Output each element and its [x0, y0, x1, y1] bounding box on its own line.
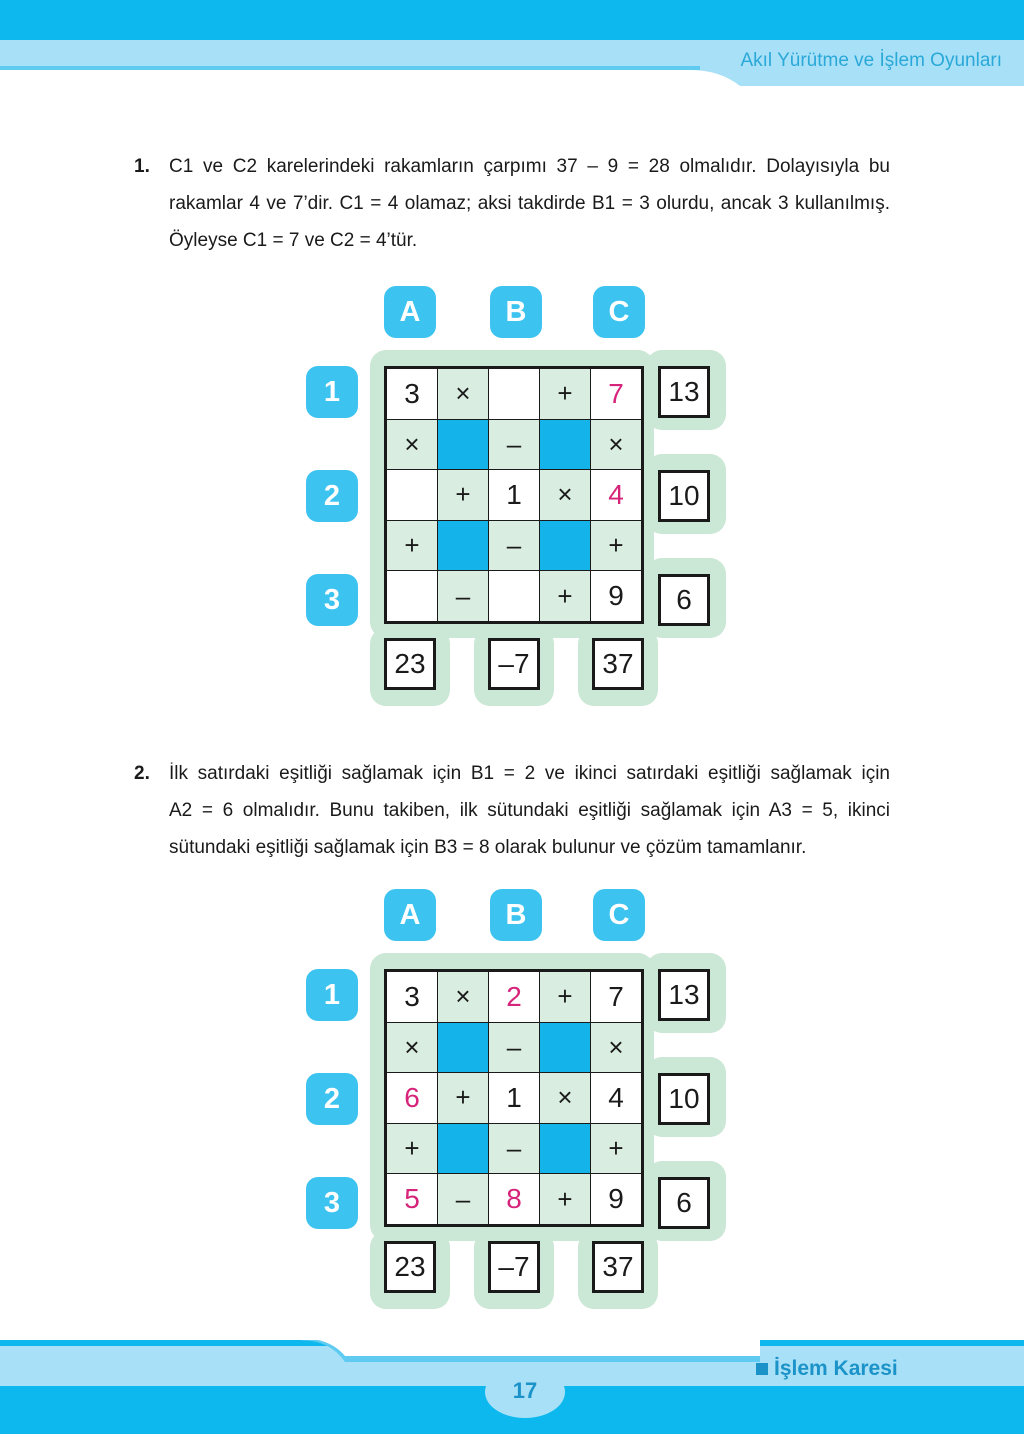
row-result: 13 [658, 969, 710, 1021]
puzzle-grid [384, 366, 644, 624]
operator-cell: × [387, 420, 437, 470]
column-header: B [490, 286, 542, 338]
operator-cell: × [591, 1023, 641, 1073]
text-line: İlk satırdaki eşitliği sağlamak için B1 = 2 ve ikinci satırdaki eşitliği sağlamak için [169, 763, 890, 784]
blocked-cell [540, 1124, 590, 1174]
item-number: 2. [134, 763, 150, 784]
header-band [0, 0, 1024, 88]
number-cell: 5 [387, 1174, 437, 1224]
number-cell [387, 470, 437, 520]
operator-cell: × [591, 420, 641, 470]
column-result: 23 [384, 638, 436, 690]
number-cell: 6 [387, 1073, 437, 1123]
operator-cell: + [438, 470, 488, 520]
number-cell: 8 [489, 1174, 539, 1224]
text-line: sütundaki eşitliği sağlamak için B3 = 8 olarak bulunur ve çözüm tamamlanır. [169, 837, 807, 858]
text-line: C1 ve C2 karelerindeki rakamların çarpımı 37 – 9 = 28 olmalıdır. Dolayısıyla bu [169, 156, 890, 177]
column-header: C [593, 889, 645, 941]
row-header: 2 [306, 470, 358, 522]
blocked-cell [540, 521, 590, 571]
number-cell: 4 [591, 1073, 641, 1123]
text-line: rakamlar 4 ve 7’dir. C1 = 4 olamaz; aksi takdirde B1 = 3 olurdu, ancak 3 kullanılmış. [169, 193, 890, 214]
operator-cell: – [438, 571, 488, 621]
blocked-cell [438, 1124, 488, 1174]
blocked-cell [438, 420, 488, 470]
operator-cell: + [540, 972, 590, 1022]
number-cell: 3 [387, 972, 437, 1022]
blocked-cell [438, 1023, 488, 1073]
section-2 [134, 755, 890, 866]
section-1 [134, 148, 890, 259]
number-cell: 9 [591, 1174, 641, 1224]
column-result: 23 [384, 1241, 436, 1293]
operator-cell: – [438, 1174, 488, 1224]
operator-cell: + [591, 521, 641, 571]
operator-cell: + [438, 1073, 488, 1123]
blocked-cell [540, 1023, 590, 1073]
number-cell [489, 369, 539, 419]
item-number: 1. [134, 156, 150, 177]
number-cell: 7 [591, 369, 641, 419]
row-result: 10 [658, 470, 710, 522]
number-cell: 1 [489, 470, 539, 520]
puzzle-grid-2 [300, 889, 740, 1319]
footer-section-label [756, 1357, 898, 1381]
puzzle-grid [384, 969, 644, 1227]
row-result: 6 [658, 574, 710, 626]
number-cell [489, 571, 539, 621]
operator-cell: + [540, 1174, 590, 1224]
number-cell: 9 [591, 571, 641, 621]
operator-cell: + [540, 369, 590, 419]
row-header: 3 [306, 1177, 358, 1229]
row-result: 6 [658, 1177, 710, 1229]
row-result: 13 [658, 366, 710, 418]
operator-cell: × [540, 1073, 590, 1123]
operator-cell: × [540, 470, 590, 520]
page-number: 17 [512, 1378, 538, 1403]
operator-cell: – [489, 1124, 539, 1174]
operator-cell: – [489, 521, 539, 571]
column-result: –7 [488, 1241, 540, 1293]
operator-cell: × [438, 369, 488, 419]
header-title: Akıl Yürütme ve İşlem Oyunları [740, 50, 1002, 71]
operator-cell: × [438, 972, 488, 1022]
operator-cell: + [387, 1124, 437, 1174]
operator-cell: × [387, 1023, 437, 1073]
blocked-cell [540, 420, 590, 470]
row-header: 1 [306, 969, 358, 1021]
square-bullet-icon [756, 1363, 768, 1375]
number-cell: 4 [591, 470, 641, 520]
operator-cell: + [591, 1124, 641, 1174]
column-result: 37 [592, 1241, 644, 1293]
puzzle-grid-1 [300, 286, 740, 716]
text-line: A2 = 6 olmalıdır. Bunu takiben, ilk sütundaki eşitliği sağlamak için A3 = 5, ikinci [169, 800, 890, 821]
column-header: C [593, 286, 645, 338]
row-result: 10 [658, 1073, 710, 1125]
operator-cell: – [489, 1023, 539, 1073]
column-header: A [384, 286, 436, 338]
number-cell [387, 571, 437, 621]
number-cell: 7 [591, 972, 641, 1022]
operator-cell: – [489, 420, 539, 470]
column-result: 37 [592, 638, 644, 690]
operator-cell: + [540, 571, 590, 621]
operator-cell: + [387, 521, 437, 571]
number-cell: 3 [387, 369, 437, 419]
blocked-cell [438, 521, 488, 571]
number-cell: 2 [489, 972, 539, 1022]
text-line: Öyleyse C1 = 7 ve C2 = 4’tür. [169, 230, 418, 251]
column-header: A [384, 889, 436, 941]
footer-label-text: İşlem Karesi [774, 1357, 898, 1380]
row-header: 1 [306, 366, 358, 418]
column-result: –7 [488, 638, 540, 690]
column-header: B [490, 889, 542, 941]
row-header: 2 [306, 1073, 358, 1125]
row-header: 3 [306, 574, 358, 626]
number-cell: 1 [489, 1073, 539, 1123]
